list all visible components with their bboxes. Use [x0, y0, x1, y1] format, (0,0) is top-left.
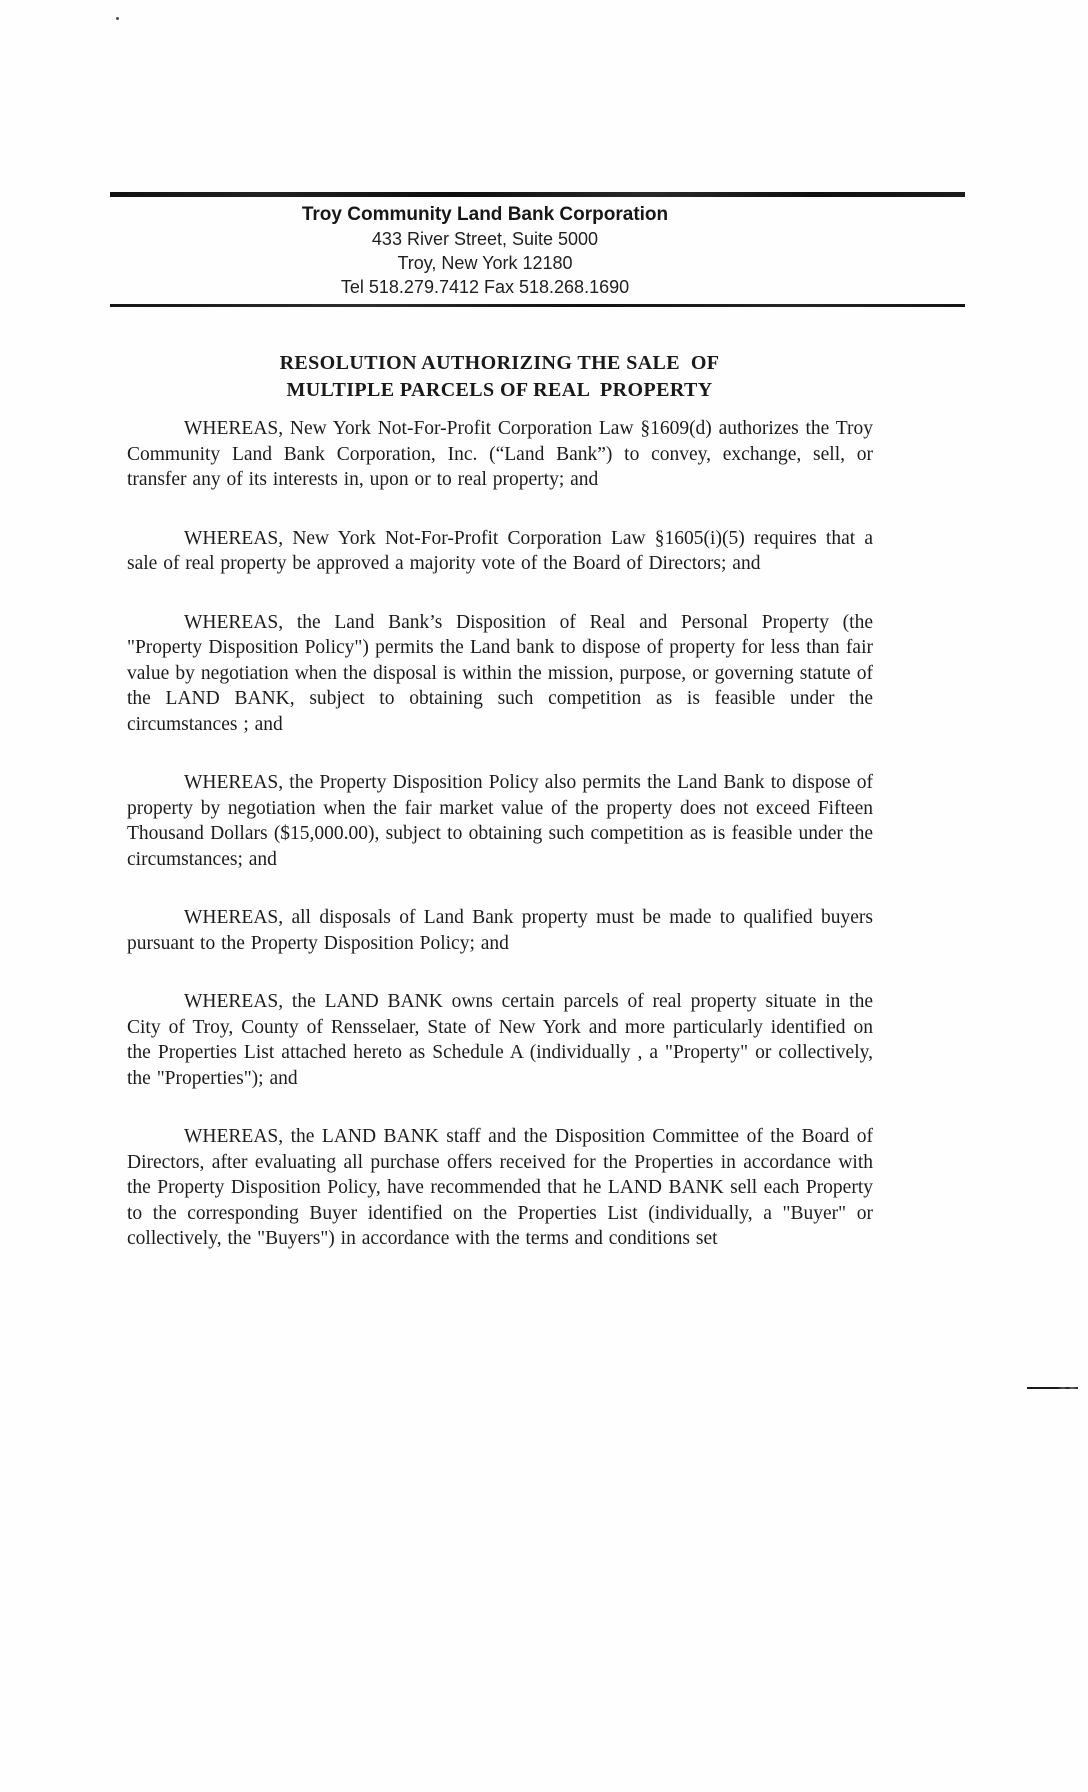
letterhead-bottom-rule — [110, 304, 965, 307]
letterhead-address-line2: Troy, New York 12180 — [397, 253, 573, 273]
scan-dash — [1027, 1387, 1078, 1389]
letterhead — [110, 192, 965, 307]
letterhead-top-rule — [110, 192, 965, 197]
document-title — [127, 350, 872, 404]
paragraph-whereas-3: WHEREAS, the Land Bank’s Disposition of Real and Personal Property (the "Property Disposition Policy") permits the Land bank to dispose of property for less than fair value by negotiation when the disposal is within the mission, purpose, or governing statute of the LAND BANK, subject to obtaining such competition as is feasible under the circumstances ; and — [127, 611, 873, 735]
paragraph-whereas-5: WHEREAS, all disposals of Land Bank property must be made to qualified buyers pursuant to the Property Disposition Policy; and — [127, 907, 873, 954]
paragraph-whereas-6: WHEREAS, the LAND BANK owns certain parcels of real property situate in the City of Troy, County of Rensselaer, State of New York and more particularly identified on the Properties List attached hereto as Schedule A (individually , a "Property" or collectively, the "Properties"); and — [127, 991, 873, 1089]
org-name: Troy Community Land Bank Corporation — [301, 204, 669, 225]
letterhead-text — [110, 203, 860, 299]
document-title-line2: MULTIPLE PARCELS OF REAL PROPERTY — [286, 379, 713, 401]
paragraph-whereas-7: WHEREAS, the LAND BANK staff and the Disposition Committee of the Board of Directors, after evaluating all purchase offers received for the Properties in accordance with the Property Disposition Policy, have recommended that he LAND BANK sell each Property to the corresponding Buyer identified on the Properties List (individually, a "Buyer" or collectively, the "Buyers") in accordance with the terms and conditions set — [127, 1126, 873, 1249]
paragraph-whereas-4: WHEREAS, the Property Disposition Policy also permits the Land Bank to dispose of property by negotiation when the fair market value of the property does not exceed Fifteen Thousand Dollars ($15,000.00), subject to obtaining such competition as is feasible under the circumstances; and — [127, 772, 873, 870]
letterhead-address-line1: 433 River Street, Suite 5000 — [371, 229, 599, 249]
document-title-line1: RESOLUTION AUTHORIZING THE SALE OF — [279, 352, 720, 374]
paragraph-whereas-2: WHEREAS, New York Not-For-Profit Corporation Law §1605(i)(5) requires that a sale of real property be approved a majority vote of the Board of Directors; and — [127, 527, 873, 574]
scan-speck — [116, 17, 119, 20]
letterhead-contact-line: Tel 518.279.7412 Fax 518.268.1690 — [340, 277, 630, 297]
paragraph-whereas-1: WHEREAS, New York Not-For-Profit Corporation Law §1609(d) authorizes the Troy Community Land Bank Corporation, Inc. (“Land Bank”) to convey, exchange, sell, or transfer any of its interests in, upon or to real property; and — [127, 418, 873, 490]
document-body — [127, 416, 873, 1285]
